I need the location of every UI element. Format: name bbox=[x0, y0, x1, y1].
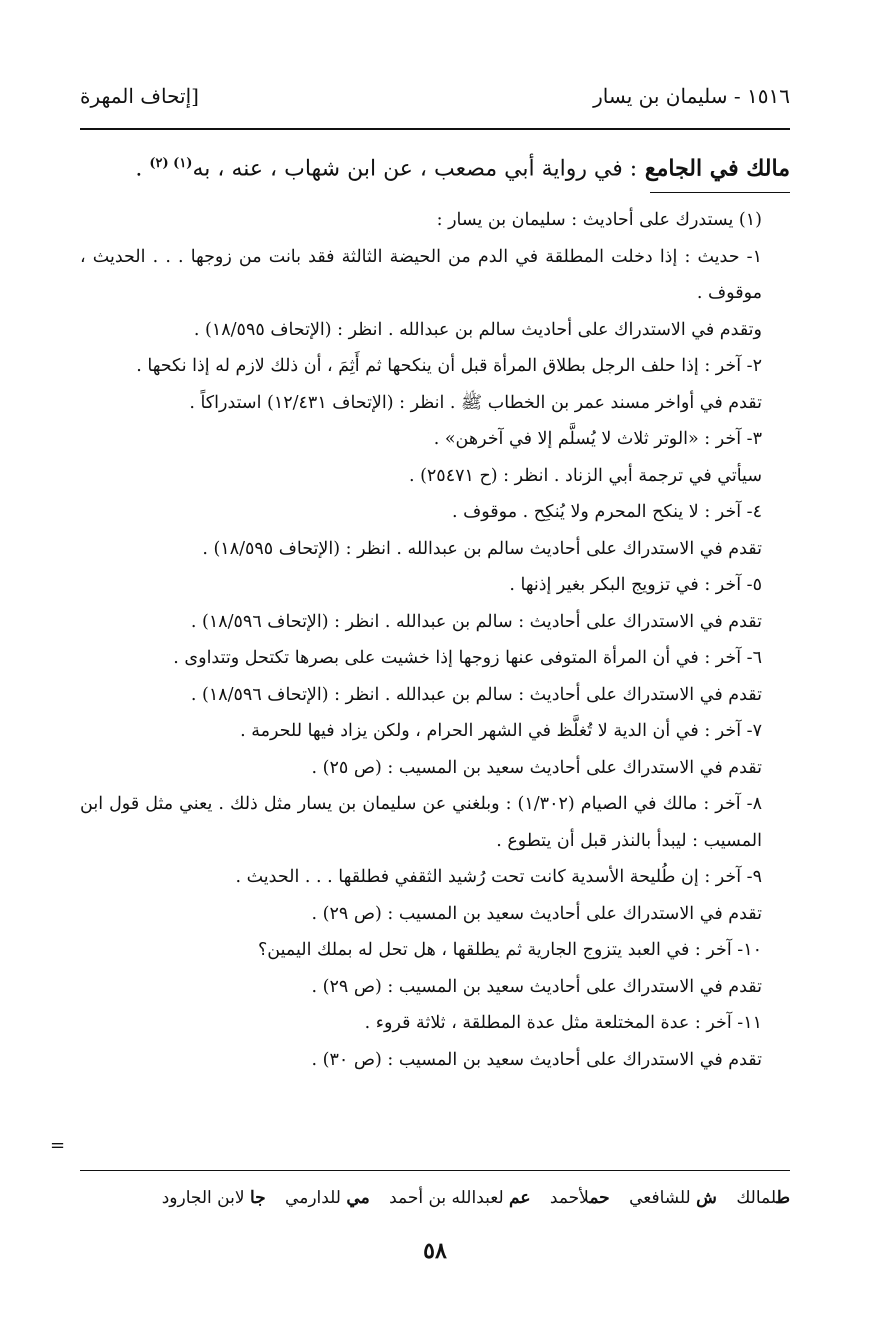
footnote-line: ٨- آخر : مالك في الصيام (١/٣٠٢) : وبلغني عن سليمان بن يسار مثل ذلك . يعني مثل قول ابن المسيب : ليبدأ بالنذر قبل أن يتطوع . bbox=[80, 794, 762, 851]
abbrev-code: عم bbox=[509, 1188, 531, 1208]
footnote-line: تقدم في الاستدراك على أحاديث سالم بن عبدالله . انظر : (الإتحاف ١٨/٥٩٥) . bbox=[202, 538, 762, 559]
footnote-line: ٤- آخر : لا ينكح المحرم ولا يُنكِح . موقوف . bbox=[452, 502, 762, 522]
main-text-source: مالك في الجامع bbox=[644, 155, 790, 182]
abbrev-label: لمالك bbox=[736, 1188, 777, 1208]
abbrev-code: حم bbox=[589, 1188, 610, 1208]
abbreviations-key bbox=[80, 1178, 790, 1218]
abbrev-label: للشافعي bbox=[629, 1188, 691, 1208]
footnote-line: ٦- آخر : في أن المرأة المتوفى عنها زوجها إذا خشيت على بصرها تكتحل وتتداوى . bbox=[173, 648, 762, 668]
footnote-line: ١٠- آخر : في العبد يتزوج الجارية ثم يطلقها ، هل تحل له بملك اليمين؟ bbox=[257, 940, 762, 960]
book-title: [إتحاف المهرة bbox=[80, 84, 199, 108]
abbrev-code: ط bbox=[776, 1188, 790, 1208]
main-text-body: : في رواية أبي مصعب ، عن ابن شهاب ، عنه ، به bbox=[192, 156, 638, 182]
footnote-line: سيأتي في ترجمة أبي الزناد . انظر : (ح ٢٥٤٧١) . bbox=[408, 465, 762, 486]
footnote-line: ١١- آخر : عدة المختلعة مثل عدة المطلقة ، ثلاثة قروء . bbox=[364, 1013, 762, 1033]
footnote-line: تقدم في الاستدراك على أحاديث سعيد بن المسيب : (ص ٢٥) . bbox=[311, 757, 762, 778]
footnote-line: تقدم في أواخر مسند عمر بن الخطاب ﷺ . انظر : (الإتحاف ١٢/٤٣١) استدراكاً . bbox=[189, 392, 762, 413]
abbrev-code: ش bbox=[696, 1188, 717, 1208]
document-page bbox=[80, 70, 790, 1310]
footnote-line: ١- حديث : إذا دخلت المطلقة في الدم من الحيضة الثالثة فقد بانت من زوجها . . . الحديث ، موقوف . bbox=[80, 246, 762, 303]
footnote-line: ٣- آخر : «الوتر ثلاث لا يُسلَّم إلا في آخرهن» . bbox=[433, 429, 762, 449]
footnote-line: تقدم في الاستدراك على أحاديث سعيد بن المسيب : (ص ٢٩) . bbox=[311, 903, 762, 924]
footnote-line: ٧- آخر : في أن الدية لا تُغلَّظ في الشهر الحرام ، ولكن يزاد فيها للحرمة . bbox=[240, 721, 762, 741]
main-text bbox=[80, 144, 790, 189]
running-header bbox=[80, 84, 790, 124]
page-number: ٥٨ bbox=[423, 1238, 447, 1264]
footnote-line: وتقدم في الاستدراك على أحاديث سالم بن عبدالله . انظر : (الإتحاف ١٨/٥٩٥) . bbox=[193, 319, 762, 340]
entry-title: ١٥١٦ - سليمان بن يسار bbox=[593, 84, 790, 108]
footnote-line: ٢- آخر : إذا حلف الرجل بطلاق المرأة قبل أن ينكحها ثم أَثِمَ ، أن ذلك لازم له إذا نكحها . bbox=[136, 356, 762, 376]
footnote-line: ٩- آخر : إن طُليحة الأسدية كانت تحت رُشيد الثقفي فطلقها . . . الحديث . bbox=[235, 867, 762, 887]
footnote-line: تقدم في الاستدراك على أحاديث : سالم بن عبدالله . انظر : (الإتحاف ١٨/٥٩٦) . bbox=[190, 611, 762, 632]
footnote-line: تقدم في الاستدراك على أحاديث سعيد بن المسيب : (ص ٢٩) . bbox=[311, 976, 762, 997]
footnotes bbox=[80, 202, 790, 1078]
abbrev-label: لأحمد bbox=[549, 1188, 590, 1208]
abbreviations-rule bbox=[80, 1170, 790, 1171]
header-rule bbox=[80, 128, 790, 130]
footnote-line: تقدم في الاستدراك على أحاديث سعيد بن المسيب : (ص ٣٠) . bbox=[311, 1049, 762, 1070]
abbrev-code: جا bbox=[249, 1188, 266, 1208]
footnote-rule bbox=[650, 192, 790, 193]
main-text-end: . bbox=[135, 156, 150, 182]
abbrev-label: لعبدالله بن أحمد bbox=[389, 1188, 504, 1208]
footnote-line: ٥- آخر : في تزويج البكر بغير إذنها . bbox=[509, 575, 762, 595]
margin-continuation-mark: = bbox=[50, 1135, 66, 1156]
footnote-line: (١) يستدرك على أحاديث : سليمان بن يسار : bbox=[436, 210, 762, 230]
footnote-refs: (١) (٢) bbox=[149, 156, 193, 171]
footnote-line: تقدم في الاستدراك على أحاديث : سالم بن عبدالله . انظر : (الإتحاف ١٨/٥٩٦) . bbox=[190, 684, 762, 705]
abbrev-code: مي bbox=[346, 1188, 370, 1208]
abbrev-label: لابن الجارود bbox=[161, 1188, 245, 1208]
abbrev-label: للدارمي bbox=[285, 1188, 341, 1208]
